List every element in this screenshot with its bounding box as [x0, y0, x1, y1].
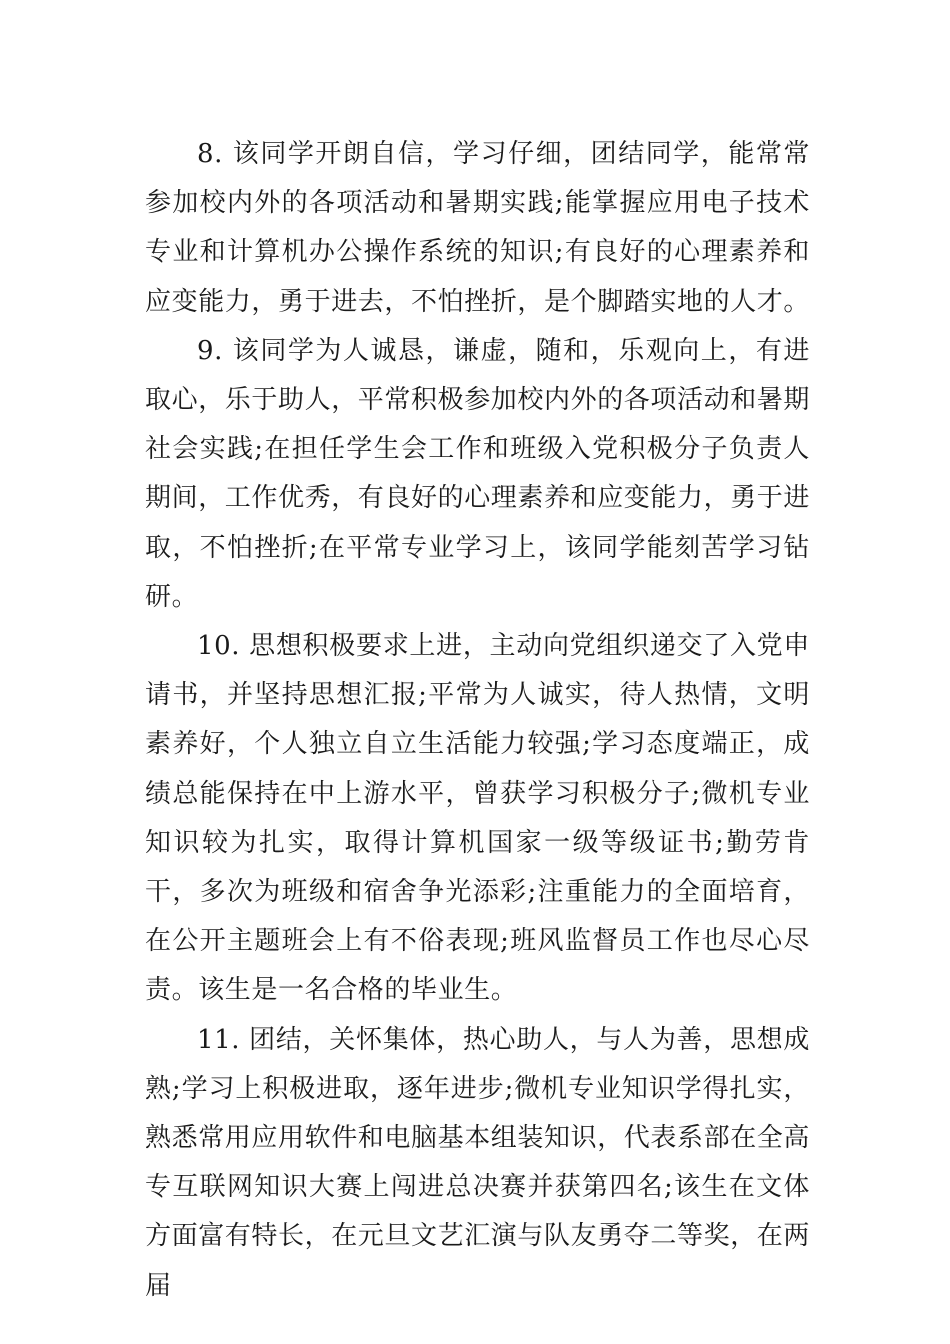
paragraph-8: 8. 该同学开朗自信，学习仔细，团结同学，能常常参加校内外的各项活动和暑期实践;能掌握应用电子技术专业和计算机办公操作系统的知识;有良好的心理素养和应变能力，勇于进去，不怕挫折，是个脚踏实地的人才。 — [145, 139, 811, 317]
paragraph-11: 11. 团结，关怀集体，热心助人，与人为善，思想成熟;学习上积极进取，逐年进步;微机专业知识学得扎实，熟悉常用应用软件和电脑基本组装知识，代表系部在全高专互联网知识大赛上闯进总决赛并获第四名;该生在文体方面富有特长，在元旦文艺汇演与队友勇夺二等奖，在两届 — [145, 1024, 811, 1301]
paragraph-10: 10. 思想积极要求上进，主动向党组织递交了入党申请书，并坚持思想汇报;平常为人诚实，待人热情，文明素养好，个人独立自立生活能力较强;学习态度端正，成绩总能保持在中上游水平，曾获学习积极分子;微机专业知识较为扎实，取得计算机国家一级等级证书;勤劳肯干，多次为班级和宿舍争光添彩;注重能力的全面培育，在公开主题班会上有不俗表现;班风监督员工作也尽心尽责。该生是一名合格的毕业生。 — [145, 631, 810, 1006]
document-body — [145, 130, 810, 1311]
paragraph-9: 9. 该同学为人诚恳，谦虚，随和，乐观向上，有进取心，乐于助人，平常积极参加校内外的各项活动和暑期社会实践;在担任学生会工作和班级入党积极分子负责人期间，工作优秀，有良好的心理素养和应变能力，勇于进取，不怕挫折;在平常专业学习上，该同学能刻苦学习钻研。 — [145, 335, 811, 612]
